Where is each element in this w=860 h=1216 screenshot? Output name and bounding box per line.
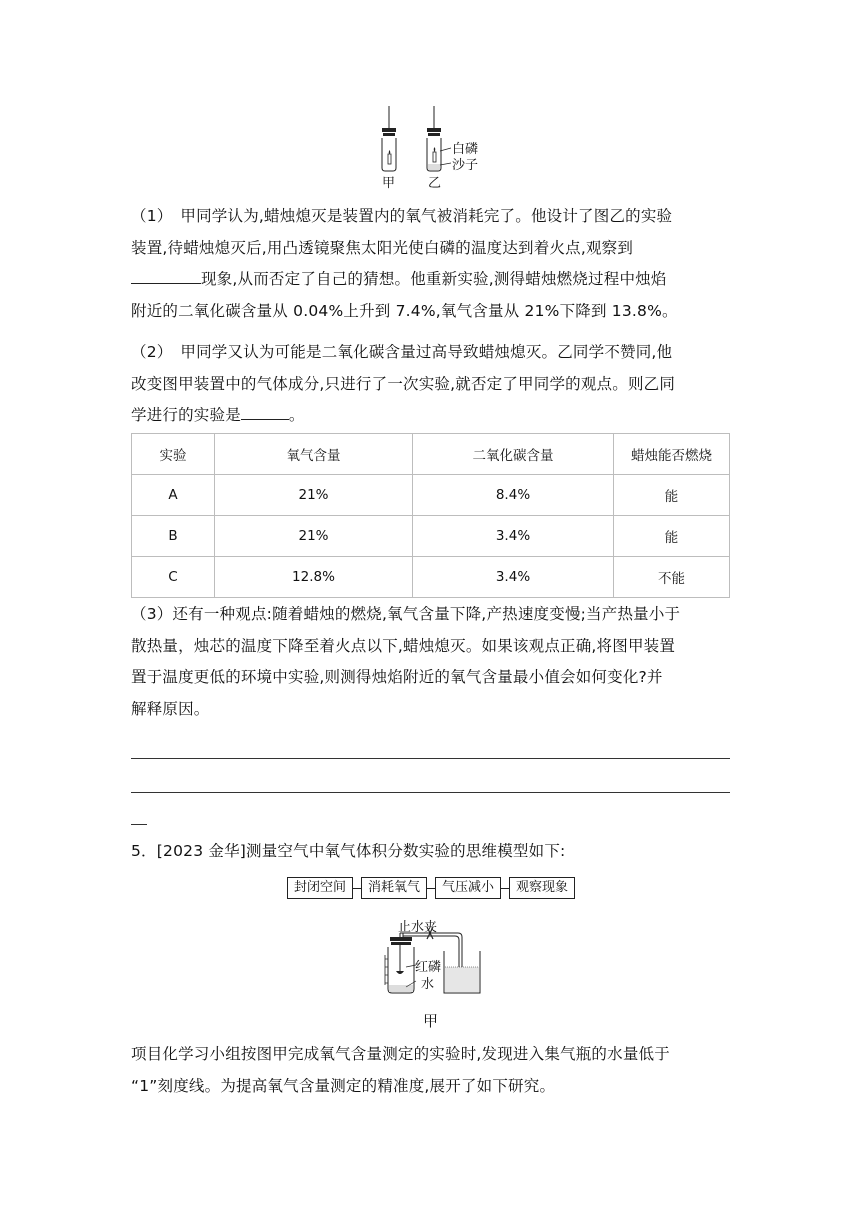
figure-label-clamp: 止水夹 bbox=[398, 920, 438, 935]
q1-line bbox=[131, 264, 731, 296]
q3-line: 散热量，烛芯的温度下降至着火点以下,蜡烛熄灭。如果该观点正确,将图甲装置 bbox=[131, 636, 676, 655]
flow-connector bbox=[501, 888, 509, 889]
question-1 bbox=[131, 201, 731, 327]
question-3 bbox=[131, 599, 731, 725]
table-header: 实验 bbox=[132, 434, 215, 475]
figure-label-sand: 沙子 bbox=[452, 158, 479, 173]
q5-line: “1”刻度线。为提高氧气含量测定的精准度,展开了如下研究。 bbox=[131, 1076, 556, 1095]
flow-box: 消耗氧气 bbox=[361, 877, 427, 899]
table-cell: C bbox=[132, 557, 215, 598]
q1-line-text: 现象,从而否定了自己的猜想。他重新实验,测得蜡烛燃烧过程中烛焰 bbox=[201, 270, 667, 288]
table-row bbox=[132, 557, 730, 598]
q1-line: 附近的二氧化碳含量从 0.04%上升到 7.4%,氧气含量从 21%下降到 13.8%。 bbox=[131, 301, 678, 320]
table-row bbox=[132, 475, 730, 516]
q1-line: 装置,待蜡烛熄灭后,用凸透镜聚焦太阳光使白磷的温度达到着火点,观察到 bbox=[131, 238, 634, 257]
table-cell: 21% bbox=[215, 475, 413, 516]
figure-caption: 甲 bbox=[423, 1012, 439, 1030]
table-header: 氧气含量 bbox=[215, 434, 413, 475]
answer-line[interactable] bbox=[131, 758, 730, 759]
table-cell: 12.8% bbox=[215, 557, 413, 598]
table-cell: 能 bbox=[614, 516, 730, 557]
question-2 bbox=[131, 337, 731, 432]
answer-line[interactable] bbox=[131, 824, 147, 825]
table-cell: 8.4% bbox=[413, 475, 614, 516]
q2-line: （2） 甲同学又认为可能是二氧化碳含量过高导致蜡烛熄灭。乙同学不赞同,他 bbox=[131, 343, 673, 361]
figure-label-jia: 甲 bbox=[382, 176, 396, 191]
table-cell: A bbox=[132, 475, 215, 516]
q2-line bbox=[131, 400, 731, 432]
table-cell: 能 bbox=[614, 475, 730, 516]
answer-blank[interactable] bbox=[131, 265, 201, 284]
question-5-text bbox=[131, 1039, 731, 1102]
flow-connector bbox=[427, 888, 435, 889]
table-header: 蜡烛能否燃烧 bbox=[614, 434, 730, 475]
q2-line-end: 。 bbox=[288, 406, 305, 424]
figure-label-red-phosphorus: 红磷 bbox=[415, 960, 442, 975]
table-cell: 不能 bbox=[614, 557, 730, 598]
flow-box: 观察现象 bbox=[509, 877, 575, 899]
figure-label-yi: 乙 bbox=[428, 176, 442, 191]
figure-label-white-phosphorus: 白磷 bbox=[452, 142, 479, 157]
table-header-row bbox=[132, 434, 730, 475]
flow-box: 封闭空间 bbox=[287, 877, 353, 899]
table-cell: 21% bbox=[215, 516, 413, 557]
table-cell: 3.4% bbox=[413, 516, 614, 557]
q3-line: 解释原因。 bbox=[131, 699, 210, 718]
flow-connector bbox=[353, 888, 361, 889]
q3-line: 置于温度更低的环境中实验,则测得烛焰附近的氧气含量最小值会如何变化?并 bbox=[131, 668, 663, 686]
q3-line: （3）还有一种观点:随着蜡烛的燃烧,氧气含量下降,产热速度变慢;当产热量小于 bbox=[131, 605, 681, 623]
q2-line-text: 学进行的实验是 bbox=[131, 406, 241, 424]
q5-line: 项目化学习小组按图甲完成氧气含量测定的实验时,发现进入集气瓶的水量低于 bbox=[131, 1045, 670, 1063]
q1-line: （1） 甲同学认为,蜡烛熄灭是装置内的氧气被消耗完了。他设计了图乙的实验 bbox=[131, 207, 673, 225]
answer-blank[interactable] bbox=[241, 401, 289, 420]
question-5-intro: 5．[2023 金华]测量空气中氧气体积分数实验的思维模型如下: bbox=[131, 842, 566, 860]
table-cell: B bbox=[132, 516, 215, 557]
q2-line: 改变图甲装置中的气体成分,只进行了一次实验,就否定了甲同学的观点。则乙同 bbox=[131, 374, 676, 393]
table-header: 二氧化碳含量 bbox=[413, 434, 614, 475]
experiment-table bbox=[131, 433, 730, 598]
table-row bbox=[132, 516, 730, 557]
flow-box: 气压减小 bbox=[435, 877, 501, 899]
figure-label-water: 水 bbox=[421, 977, 435, 992]
answer-line[interactable] bbox=[131, 792, 730, 793]
table-cell: 3.4% bbox=[413, 557, 614, 598]
